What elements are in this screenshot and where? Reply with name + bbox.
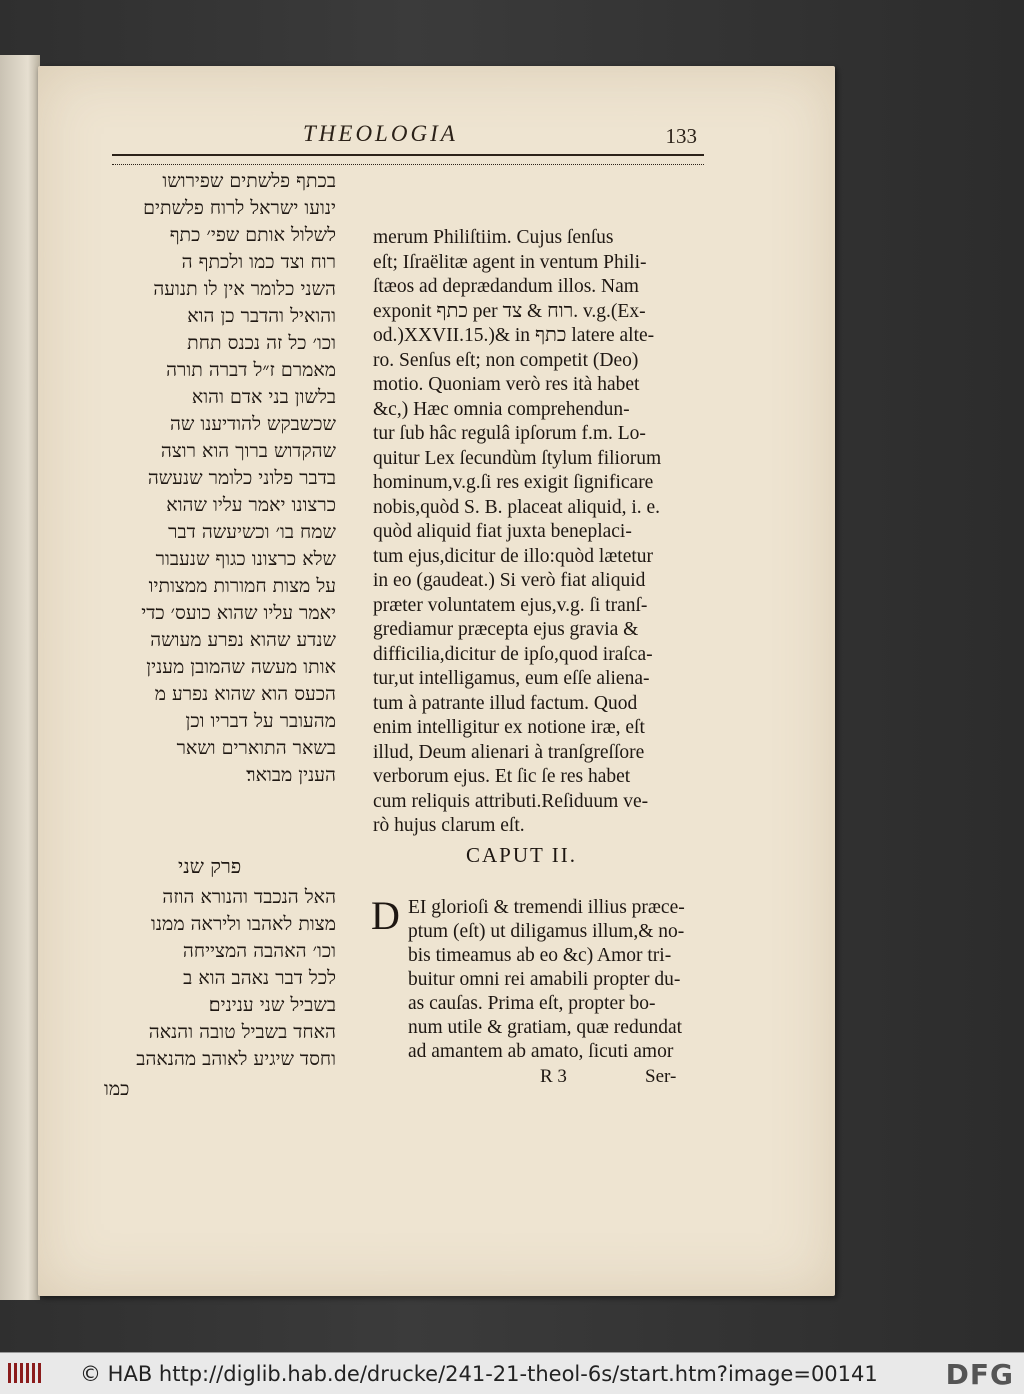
text-line: exponit כתף per רוח & צד. v.g.(Ex- (373, 300, 646, 322)
text-line: מהעובר על דבריו וכן (185, 710, 336, 732)
text-line: tum à patrante illud factum. Quod (373, 692, 638, 714)
text-line: as cauſas. Prima eſt, propter bo- (408, 993, 656, 1014)
latin-column (373, 226, 741, 839)
text-line: וחסד שיגיע לאוהב מהנאהב (136, 1048, 336, 1070)
header-rule (112, 154, 704, 165)
text-line: בדבר פלוני כלומר שנעשה (147, 467, 336, 489)
text-line: על מצות חמורות ממצותיו (148, 575, 336, 597)
text-line: שלא כרצונו כגוף שנעבור (155, 548, 336, 570)
text-line: grediamur præcepta ejus gravia & (373, 619, 639, 640)
hebrew-column-continued (96, 884, 336, 1073)
text-line: ptum (eſt) ut diligamus illum,& no- (408, 921, 685, 942)
text-line: האחד בשביל טובה והנאה (148, 1021, 336, 1043)
library-logo-icon (6, 1359, 46, 1387)
text-line: השני כלומר אין לו תנועה (153, 278, 336, 300)
text-line: אותו מעשה שהמובן מענין (146, 656, 336, 678)
text-line: שנדע שהוא נפרע מעושה (150, 629, 336, 651)
text-line: verborum ejus. Et ſic ſe res habet (373, 766, 631, 787)
text-line: bis timeamus ab eo &c) Amor tri- (408, 945, 672, 966)
running-head: THEOLOGIA (303, 121, 458, 146)
text-line: tum ejus,dicitur de illo:quòd lætetur (373, 545, 654, 567)
dfg-logo: DFG (945, 1358, 1014, 1391)
text-line: לשלול אותם שפי׳ כתף (169, 224, 336, 246)
latin-column-continued (408, 896, 741, 1064)
text-line: האל הנכבד והנורא הוזה (162, 886, 336, 908)
text-line: והואיל והדבר כן הוא (187, 305, 336, 327)
text-line: ינועו ישראל לרוח פלשתים (143, 197, 336, 219)
text-line: hominum,v.g.ſi res exigit ſignificare (373, 472, 654, 493)
text-line: שמח בו׳ וכשיעשה דבר (168, 521, 336, 543)
hebrew-column (96, 168, 336, 789)
text-line: בלשון בני אדם והוא (191, 386, 336, 408)
latin-catchword: Ser- (645, 1066, 677, 1087)
text-line: יאמר עליו שהוא כועס׳ כדי (141, 602, 336, 624)
text-line: buitur omni rei amabili propter du- (408, 969, 681, 990)
text-line: motio. Quoniam verò res ità habet (373, 374, 640, 395)
text-line: ſtæos ad deprædandum illos. Nam (373, 276, 639, 297)
text-line: הענין מבואר׃ (246, 764, 336, 786)
text-line: nobis,quòd S. B. placeat aliquid, i. e. (373, 496, 661, 518)
text-line: רוח וצד כמו ולכתף ה (181, 251, 336, 273)
text-line: cum reliquis attributi.Reſiduum ve- (373, 790, 649, 812)
text-line: quòd aliquid fiat juxta beneplaci- (373, 521, 632, 542)
text-line: &c,) Hæc omnia comprehendun- (373, 398, 630, 420)
text-line: ro. Senſus eſt; non competit (Deo) (373, 349, 639, 371)
text-line: illud, Deum alienari à tranſgreſſore (373, 741, 645, 763)
text-line: לכל דבר נאהב הוא ב (183, 967, 336, 989)
text-line: וכו׳ כל זה נכנס תחת (187, 332, 336, 354)
text-line: tur,ut intelligamus, eum eſſe aliena- (373, 668, 650, 689)
text-line: enim intelligitur ex notione iræ, eſt (373, 717, 645, 738)
text-line: ad amantem ab amato, ſicuti amor (408, 1041, 674, 1062)
text-line: præter voluntatem ejus,v.g. ſi tranſ- (373, 594, 648, 616)
text-line: quitur Lex ſecundùm ſtylum filiorum (373, 447, 662, 469)
text-line: בכתף פלשתים שפירושו (162, 170, 336, 192)
text-line: tur ſub hâc regulâ ipſorum f.m. Lo- (373, 423, 646, 444)
previous-page-edge (0, 55, 40, 1300)
text-line: בשביל שני ענינים׃ (208, 994, 336, 1016)
text-line: הכעס הוא שהוא נפרע מ (154, 683, 336, 705)
text-line: eſt; Iſraëlitæ agent in ventum Phili- (373, 251, 647, 273)
text-line: בשאר התוארים ושאר (176, 737, 336, 759)
text-line: שכשבקש להודיענו שה (169, 413, 336, 435)
text-line: מצות לאהבו וליראה ממנו (151, 913, 336, 935)
footer-bar (0, 1352, 1024, 1394)
text-line: num utile & gratiam, quæ redundat (408, 1017, 683, 1038)
text-line: difficilia,dicitur de ipſo,quod iraſca- (373, 643, 653, 665)
text-line: מאמרם ז״ל דברה תורה (166, 359, 336, 381)
signature-mark: R 3 (540, 1066, 567, 1087)
book-page (38, 66, 835, 1296)
text-line: rò hujus clarum eſt. (373, 815, 525, 836)
latin-chapter-heading: CAPUT II. (466, 843, 577, 867)
hebrew-chapter-heading: פרק שני (178, 854, 242, 878)
text-line: כרצונו יאמר עליו שהוא (166, 494, 336, 516)
text-line: EI glorioſi & tremendi illius præce- (408, 897, 685, 918)
text-line: וכו׳ האהבה המצייחה (182, 940, 336, 962)
drop-cap: D (371, 893, 400, 938)
text-line: in eo (gaudeat.) Si verò fiat aliquid (373, 570, 646, 591)
text-line: שהקדוש ברוך הוא רוצה (160, 440, 336, 462)
footer-copyright-link[interactable]: © HAB http://diglib.hab.de/drucke/241-21-theol-6s/start.htm?image=00141 (80, 1362, 878, 1386)
hebrew-catchword: כמו (104, 1078, 130, 1100)
text-line: od.)XXVII.15.)& in כתף latere alte- (373, 325, 655, 346)
page-number: 133 (665, 124, 697, 148)
text-line: merum Philiſtiim. Cujus ſenſus (373, 227, 614, 248)
